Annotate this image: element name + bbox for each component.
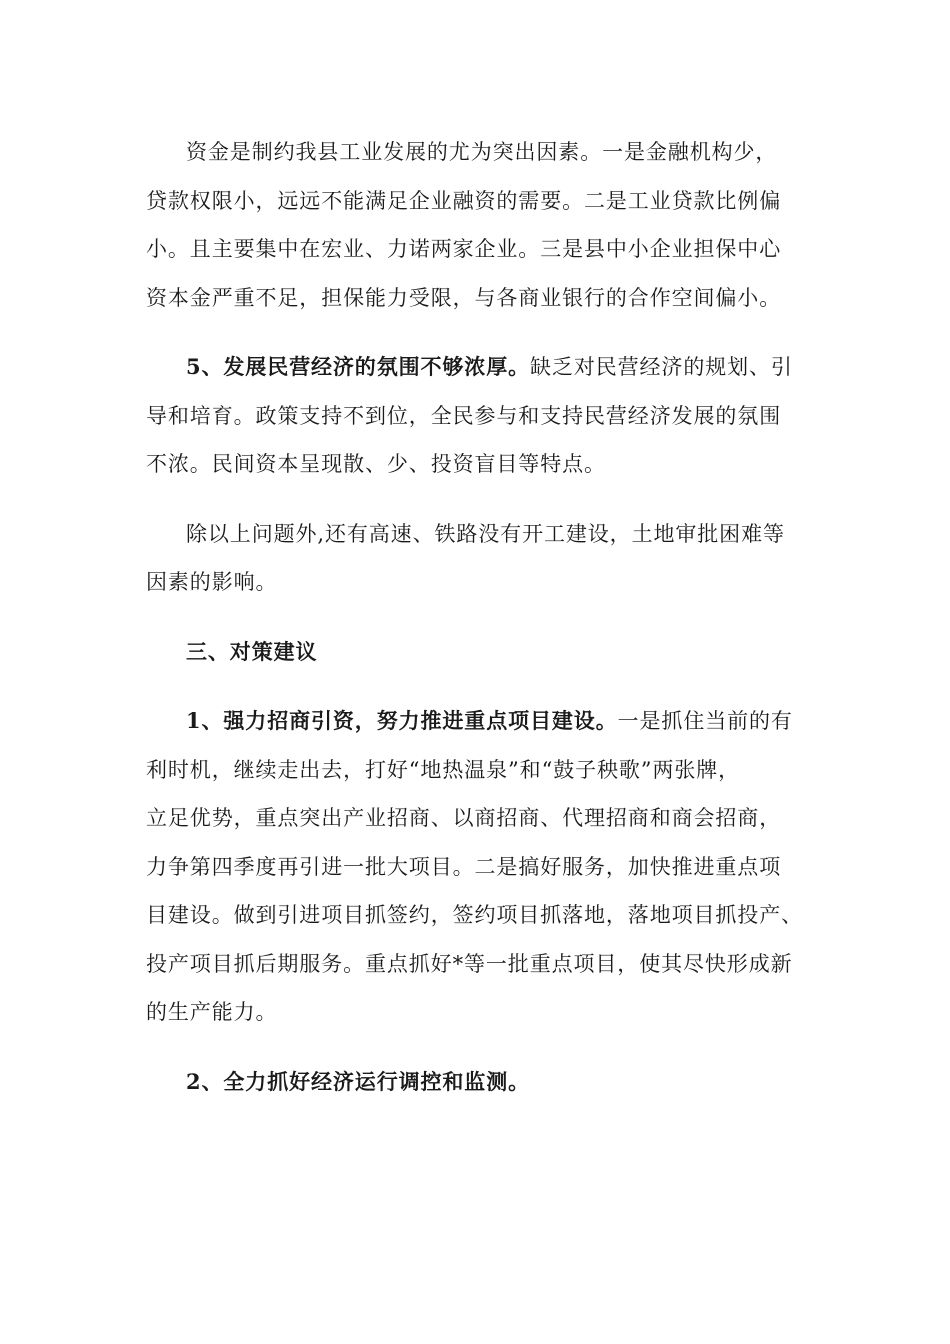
point-heading: 1、强力招商引资，努力推进重点项目建设。 — [186, 708, 618, 733]
point-heading: 2、全力抓好经济运行调控和监测。 — [186, 1068, 531, 1094]
text-line: 资本金严重不足，担保能力受限，与各商业银行的合作空间偏小。 — [146, 285, 782, 310]
point-text: 一是抓住当前的有 — [617, 709, 793, 733]
text-line — [146, 343, 811, 392]
text-line: 目建设。做到引进项目抓签约，签约项目抓落地，落地项目抓投产、 — [146, 903, 803, 927]
section-title: 三、对策建议 — [186, 638, 318, 664]
text-line: 贷款权限小，远远不能满足企业融资的需要。二是工业贷款比例偏 — [146, 188, 782, 213]
paragraph-private-economy — [146, 343, 811, 489]
point-heading: 5、发展民营经济的氛围不够浓厚。 — [186, 354, 531, 379]
text-line: 投产项目抓后期服务。重点抓好*等一批重点项目，使其尽快形成新 — [146, 951, 793, 976]
text-line: 的生产能力。 — [146, 1000, 278, 1024]
text-line: 资金是制约我县工业发展的尤为突出因素。一是金融机构少， — [186, 140, 778, 164]
section-heading — [146, 628, 811, 677]
text-line: 除以上问题外,还有高速、铁路没有开工建设，土地审批困难等 — [186, 521, 785, 546]
text-line: 导和培育。政策支持不到位，全民参与和支持民营经济发展的氛围 — [146, 403, 782, 428]
text-line: 因素的影响。 — [146, 570, 278, 594]
text-line: 力争第四季度再引进一批大项目。二是搞好服务，加快推进重点项 — [146, 854, 782, 879]
paragraph-funding — [146, 128, 811, 322]
text-line — [146, 697, 811, 746]
text-line: 立足优势，重点突出产业招商、以商招商、代理招商和商会招商， — [146, 806, 782, 830]
text-line: 小。且主要集中在宏业、力诺两家企业。三是县中小企业担保中心 — [146, 237, 782, 261]
paragraph-investment — [146, 697, 811, 1037]
text-line: 利时机，继续走出去，打好“地热温泉”和“鼓子秧歌”两张牌， — [146, 757, 741, 782]
document-body — [146, 128, 811, 1127]
paragraph-monitoring — [146, 1058, 811, 1107]
point-text: 缺乏对民营经济的规划、引 — [530, 355, 793, 379]
paragraph-other-issues — [146, 510, 811, 607]
text-line: 不浓。民间资本呈现散、少、投资盲目等特点。 — [146, 452, 606, 476]
